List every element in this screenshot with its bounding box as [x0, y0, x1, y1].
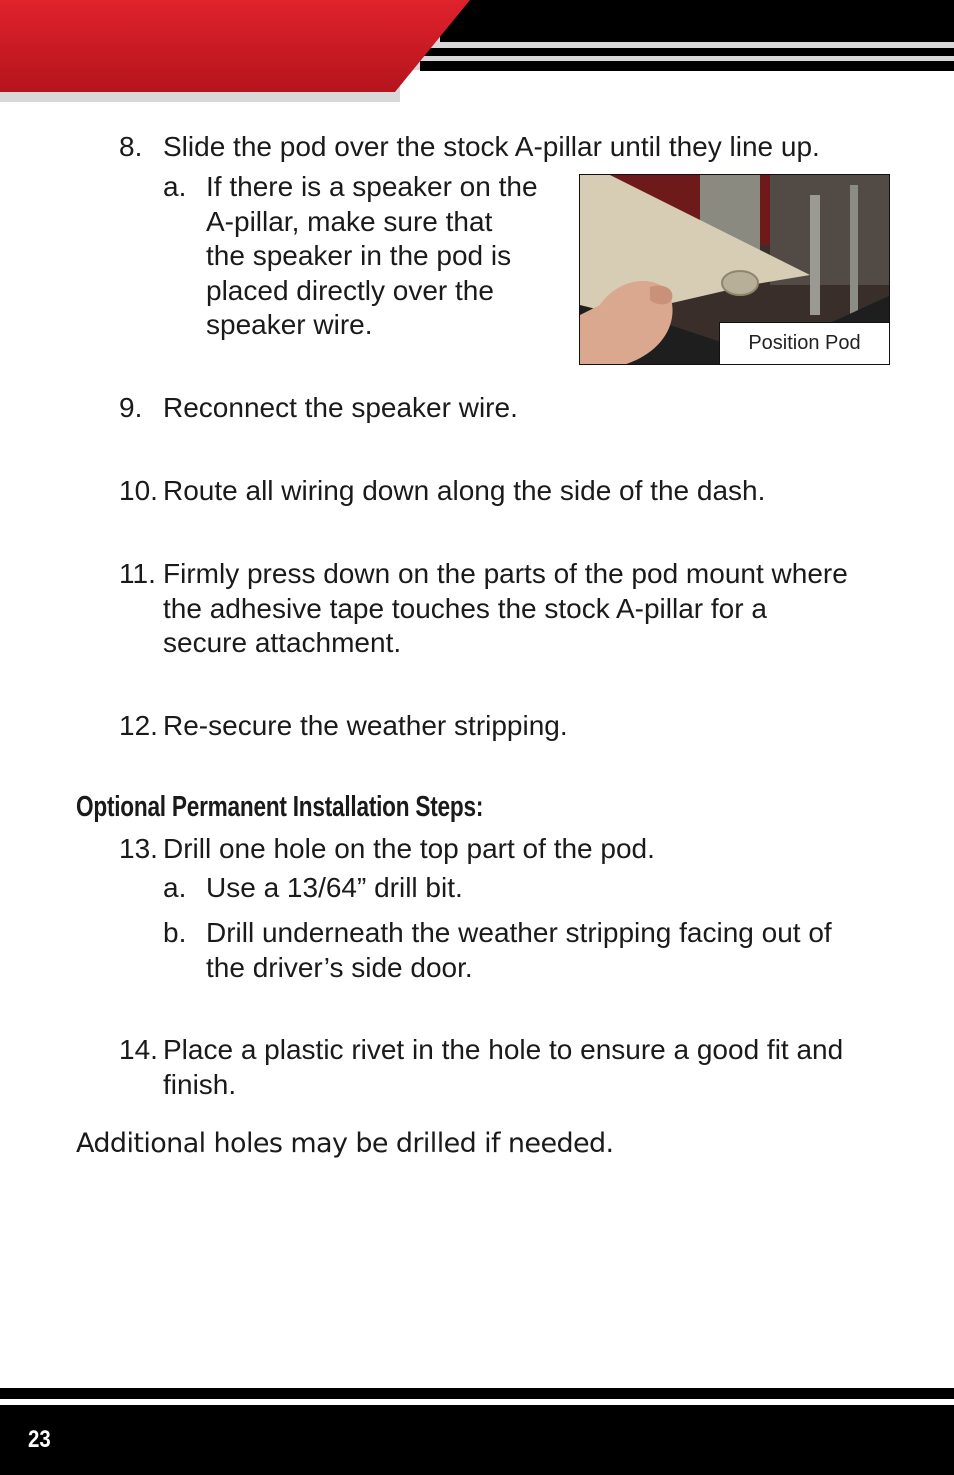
substep-line: the speaker in the pod is — [206, 240, 512, 271]
position-pod-photo — [579, 174, 890, 365]
step-number: 10. — [119, 475, 158, 506]
footer-band — [0, 1405, 954, 1475]
step-number: 8. — [119, 131, 143, 162]
header-banner — [0, 0, 954, 105]
step-line: the adhesive tape touches the stock A-pillar for a — [163, 592, 767, 624]
step-text: Drill one hole on the top part of the pod. — [163, 833, 655, 864]
step-text: Slide the pod over the stock A-pillar until they line up. — [163, 131, 820, 162]
photo-caption: Position Pod — [719, 322, 889, 364]
step-number: 12. — [119, 710, 158, 741]
step-text: Re-secure the weather stripping. — [163, 710, 568, 741]
section-heading: Optional Permanent Installation Steps: — [76, 791, 484, 823]
page-number: 23 — [28, 1426, 51, 1453]
step-line: secure attachment. — [163, 627, 402, 658]
step-number: 14. — [119, 1034, 158, 1065]
substep-text: Use a 13/64” drill bit. — [206, 872, 463, 903]
additional-note: Additional holes may be drilled if needed. — [76, 1128, 614, 1159]
step-line: Place a plastic rivet in the hole to ensure a good fit and — [163, 1034, 844, 1065]
substep-line: If there is a speaker on the — [206, 171, 538, 202]
step-line: finish. — [163, 1068, 237, 1100]
footer-bar — [0, 1385, 954, 1475]
footer-stripe — [0, 1388, 954, 1399]
substep-line: speaker wire. — [206, 309, 373, 340]
substep-line: the driver’s side door. — [206, 951, 473, 983]
step-line: Firmly press down on the parts of the pod mount where — [163, 558, 848, 589]
substep-line: A-pillar, make sure that — [206, 205, 493, 237]
step-number: 9. — [119, 392, 143, 423]
substep-line: placed directly over the — [206, 274, 494, 306]
step-number: 13. — [119, 833, 158, 864]
substep-line: Drill underneath the weather stripping facing out of — [206, 917, 832, 948]
step-number: 11. — [119, 558, 156, 589]
substep-letter: b. — [163, 917, 187, 948]
step-text: Reconnect the speaker wire. — [163, 392, 518, 423]
step-text: Route all wiring down along the side of the dash. — [163, 475, 766, 506]
substep-letter: a. — [163, 872, 187, 903]
substep-letter: a. — [163, 171, 187, 202]
